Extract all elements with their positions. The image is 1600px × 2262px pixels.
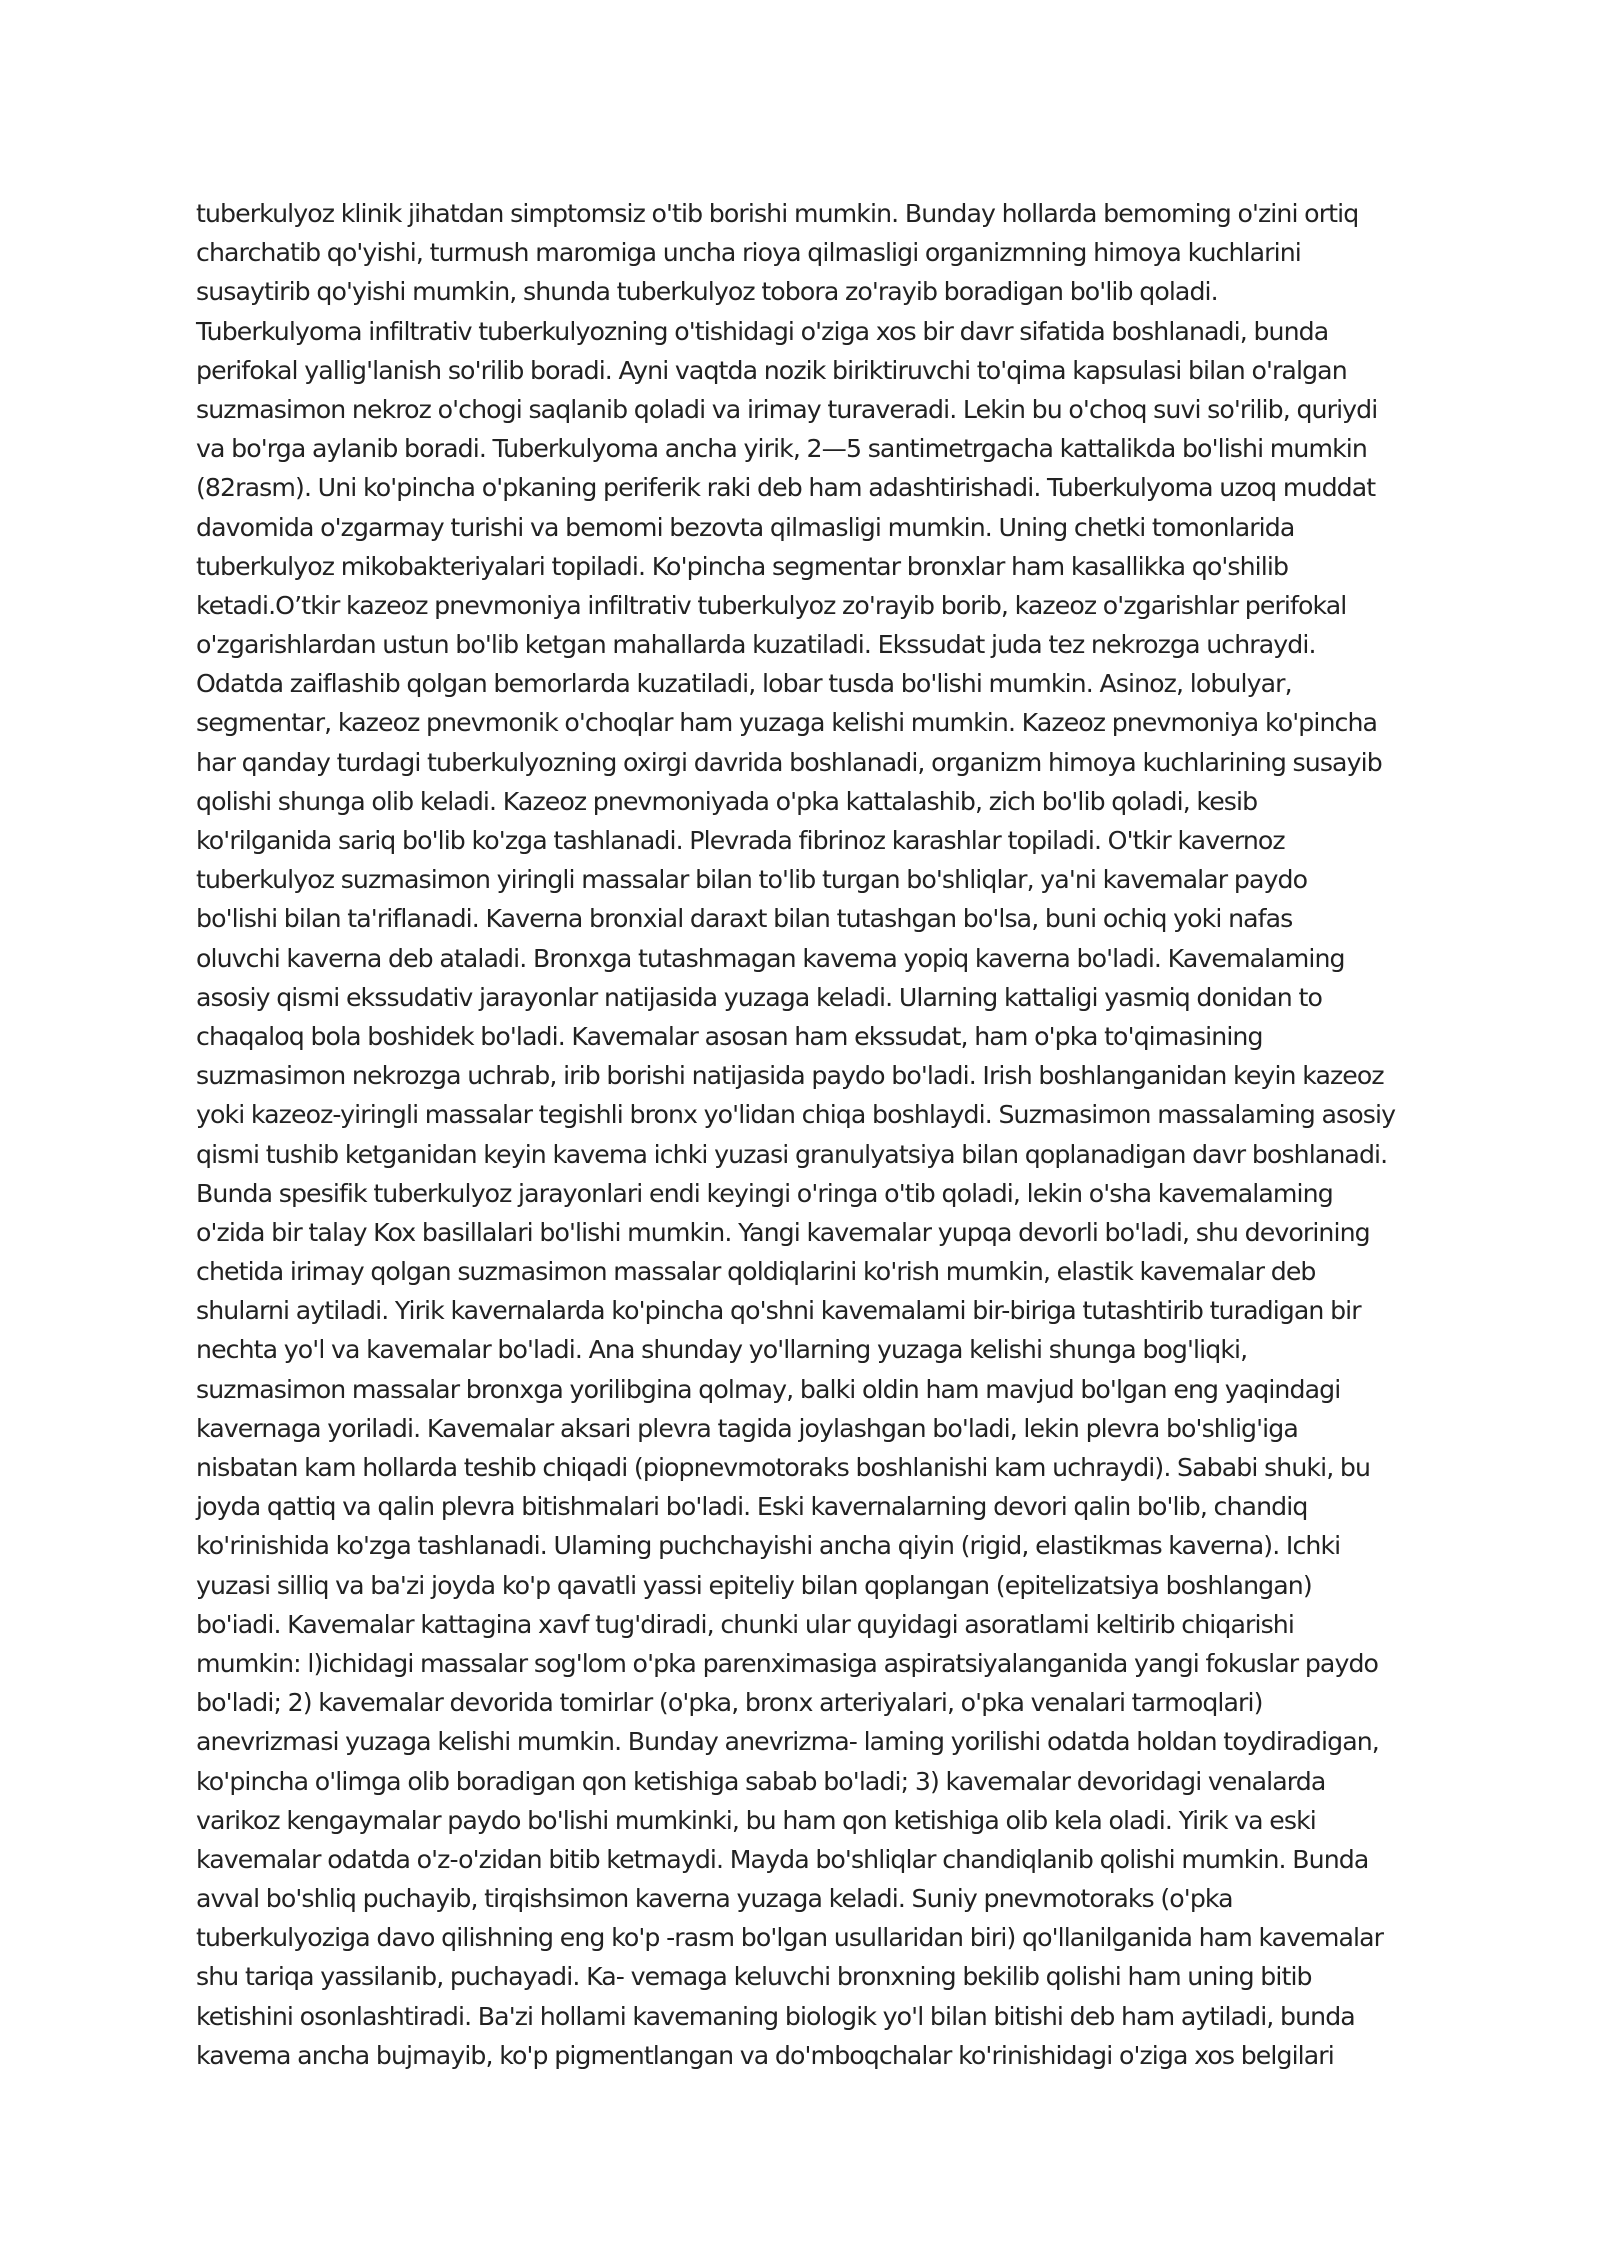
text-line: bo'ladi; 2) kavemalar devorida tomirlar (o'pka, bronx arteriyalari, o'pka venalari tarmoqlari) (196, 1688, 1263, 1718)
text-line: bo'iadi. Kavemalar kattagina xavf tug'diradi, chunki ular quyidagi asoratlami keltirib chiqarishi (196, 1609, 1294, 1639)
text-line: davomida o'zgarmay turishi va bemomi bezovta qilmasligi mumkin. Uning chetki tomonlarida (196, 512, 1295, 542)
text-line: ko'pincha o'limga olib boradigan qon ketishiga sabab bo'ladi; 3) kavemalar devoridagi venalarda (196, 1766, 1326, 1796)
text-line: va bo'rga aylanib boradi. Tuberkulyoma ancha yirik, 2—5 santimetrgacha kattalikda bo'lishi mumkin (196, 434, 1367, 464)
text-line: perifokal yallig'lanish so'rilib boradi. Ayni vaqtda nozik biriktiruvchi to'qima kapsulasi bilan o'ralgan (196, 355, 1347, 385)
text-line: ko'rilganida sariq bo'lib ko'zga tashlanadi. Plevrada fibrinoz karashlar topiladi. O'tkir kavernoz (196, 826, 1285, 855)
text-line: o'zida bir talay Kox basillalari bo'lishi mumkin. Yangi kavemalar yupqa devorli bo'ladi, shu devorining (196, 1217, 1370, 1247)
text-line: o'zgarishlardan ustun bo'lib ketgan mahallarda kuzatiladi. Ekssudat juda tez nekrozga uchraydi. (196, 630, 1316, 660)
text-line: anevrizmasi yuzaga kelishi mumkin. Bunday anevrizma- laming yorilishi odatda holdan toydiradigan, (196, 1727, 1379, 1757)
text-line: varikoz kengaymalar paydo bo'lishi mumkinki, bu ham qon ketishiga olib kela oladi. Yirik va eski (196, 1805, 1316, 1835)
text-line: Odatda zaiflashib qolgan bemorlarda kuzatiladi, lobar tusda bo'lishi mumkin. Asinoz, lobulyar, (196, 669, 1292, 699)
body-text (196, 194, 1416, 2075)
text-line: avval bo'shliq puchayib, tirqishsimon kaverna yuzaga keladi. Suniy pnevmotoraks (o'pka (196, 1884, 1233, 1914)
text-line: bo'lishi bilan ta'riflanadi. Kaverna bronxial daraxt bilan tutashgan bo'lsa, buni ochiq yoki nafas (196, 904, 1293, 934)
text-line: joyda qattiq va qalin plevra bitishmalari bo'ladi. Eski kavernalarning devori qalin bo'lib, chandiq (196, 1492, 1308, 1522)
text-line: tuberkulyoz suzmasimon yiringli massalar bilan to'lib turgan bo'shliqlar, ya'ni kavemalar paydo (196, 865, 1308, 895)
text-line: tuberkulyoz klinik jihatdan simptomsiz o'tib borishi mumkin. Bunday hollarda bemoming o'zini ortiq (196, 199, 1359, 228)
text-line: mumkin: l)ichidagi massalar sog'lom o'pka parenximasiga aspiratsiyalanganida yangi fokuslar paydo (196, 1648, 1379, 1678)
text-line: shularni aytiladi. Yirik kavernalarda ko'pincha qo'shni kavemalami bir-biriga tutashtirib turadigan bir (196, 1296, 1361, 1326)
text-line: (82rasm). Uni ko'pincha o'pkaning periferik raki deb ham adashtirishadi. Tuberkulyoma uzoq muddat (196, 473, 1376, 503)
text-line: suzmasimon massalar bronxga yorilibgina qolmay, balki oldin ham mavjud bo'lgan eng yaqindagi (196, 1374, 1341, 1404)
text-line: tuberkulyoziga davo qilishning eng ko'p -rasm bo'lgan usullaridan biri) qo'llanilganida ham kavemalar (196, 1923, 1384, 1953)
text-line: yuzasi silliq va ba'zi joyda ko'p qavatli yassi epiteliy bilan qoplangan (epitelizatsiya boshlangan) (196, 1570, 1312, 1600)
text-line: nisbatan kam hollarda teshib chiqadi (piopnevmotoraks boshlanishi kam uchraydi). Sababi shuki, bu (196, 1453, 1371, 1482)
text-line: suzmasimon nekroz o'chogi saqlanib qoladi va irimay turaveradi. Lekin bu o'choq suvi so'rilib, quriydi (196, 394, 1378, 424)
text-line: chaqaloq bola boshidek bo'ladi. Kavemalar asosan ham ekssudat, ham o'pka to'qimasining (196, 1021, 1263, 1051)
text-line: shu tariqa yassilanib, puchayadi. Ka- vemaga keluvchi bronxning bekilib qolishi ham uning bitib (196, 1962, 1312, 1992)
text-line: kavernaga yoriladi. Kavemalar aksari plevra tagida joylashgan bo'ladi, lekin plevra bo'shlig'iga (196, 1413, 1298, 1443)
text-line: asosiy qismi ekssudativ jarayonlar natijasida yuzaga keladi. Ularning kattaligi yasmiq donidan to (196, 982, 1322, 1012)
text-line: suzmasimon nekrozga uchrab, irib borishi natijasida paydo bo'ladi. Irish boshlanganidan keyin kazeoz (196, 1061, 1384, 1091)
text-line: nechta yo'l va kavemalar bo'ladi. Ana shunday yo'llarning yuzaga kelishi shunga bog'liqki, (196, 1335, 1248, 1365)
text-line: yoki kazeoz-yiringli massalar tegishli bronx yo'lidan chiqa boshlaydi. Suzmasimon massalaming asosiy (196, 1100, 1396, 1130)
text-line: segmentar, kazeoz pnevmonik o'choqlar ham yuzaga kelishi mumkin. Kazeoz pnevmoniya ko'pincha (196, 708, 1378, 738)
text-line: ketishini osonlashtiradi. Ba'zi hollami kavemaning biologik yo'l bilan bitishi deb ham aytiladi, bunda (196, 2001, 1355, 2031)
text-line: chetida irimay qolgan suzmasimon massalar qoldiqlarini ko'rish mumkin, elastik kavemalar deb (196, 1257, 1316, 1287)
text-line: qismi tushib ketganidan keyin kavema ichki yuzasi granulyatsiya bilan qoplanadigan davr boshlanadi. (196, 1139, 1388, 1169)
text-line: Tuberkulyoma infiltrativ tuberkulyozning o'tishidagi o'ziga xos bir davr sifatida boshlanadi, bunda (196, 316, 1329, 346)
text-line: kavemalar odatda o'z-o'zidan bitib ketmaydi. Mayda bo'shliqlar chandiqlanib qolishi mumkin. Bunda (196, 1844, 1369, 1874)
text-line: har qanday turdagi tuberkulyozning oxirgi davrida boshlanadi, organizm himoya kuchlarining susayib (196, 747, 1382, 777)
text-line: charchatib qo'yishi, turmush maromiga uncha rioya qilmasligi organizmning himoya kuchlarini (196, 238, 1301, 268)
text-line: Bunda spesifik tuberkulyoz jarayonlari endi keyingi o'ringa o'tib qoladi, lekin o'sha kavemalaming (196, 1178, 1333, 1208)
text-line: ko'rinishida ko'zga tashlanadi. Ulaming puchchayishi ancha qiyin (rigid, elastikmas kaverna). Ichki (196, 1531, 1341, 1561)
text-line: susaytirib qo'yishi mumkin, shunda tuberkulyoz tobora zo'rayib boradigan bo'lib qoladi. (196, 277, 1218, 307)
text-line: oluvchi kaverna deb ataladi. Bronxga tutashmagan kavema yopiq kaverna bo'ladi. Kavemalaming (196, 943, 1345, 973)
text-line: tuberkulyoz mikobakteriyalari topiladi. Ko'pincha segmentar bronxlar ham kasallikka qo'shilib (196, 551, 1289, 581)
text-line: ketadi.O’tkir kazeoz pnevmoniya infiltrativ tuberkulyoz zo'rayib borib, kazeoz o'zgarishlar perifokal (196, 590, 1347, 620)
text-line: kavema ancha bujmayib, ko'p pigmentlangan va do'mboqchalar ko'rinishidagi o'ziga xos belgilari (196, 2040, 1334, 2070)
text-line: qolishi shunga olib keladi. Kazeoz pnevmoniyada o'pka kattalashib, zich bo'lib qoladi, kesib (196, 786, 1258, 816)
